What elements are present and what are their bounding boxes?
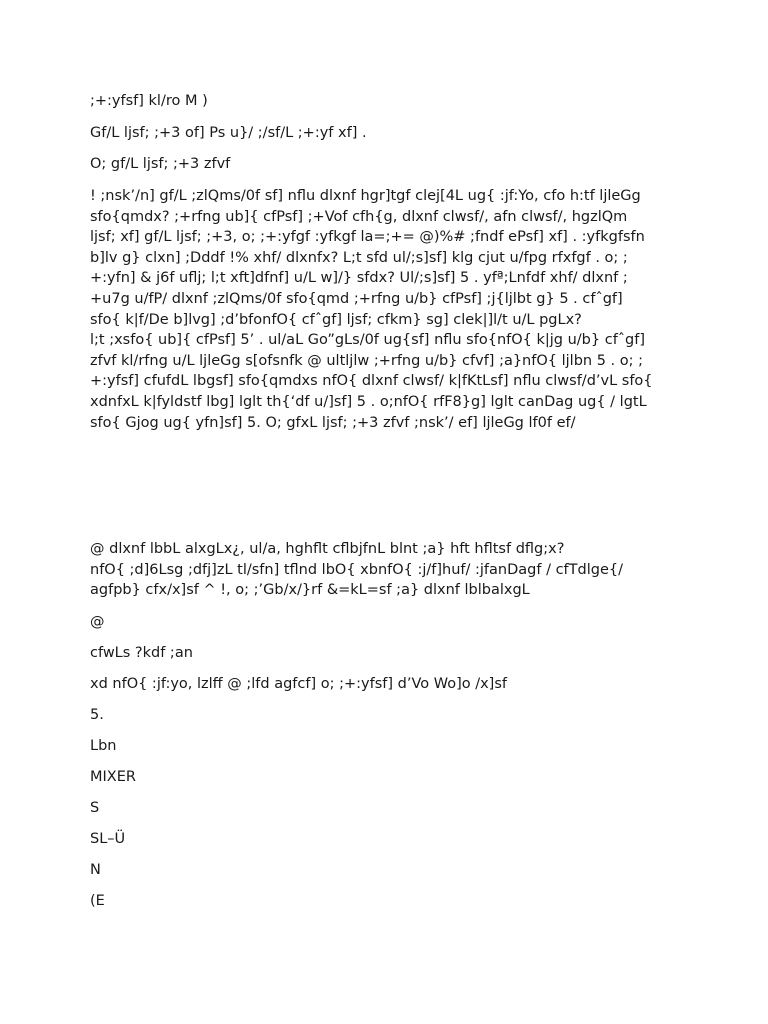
document-page [90, 0, 690, 1024]
fragment-lbn: Lbn [90, 738, 117, 754]
fragment-number: 5. [90, 707, 104, 723]
heading-organization: ;+:yfsf] kl/ro M ) [90, 93, 208, 109]
paragraph-body-1: ! ;nsk’/n] gf/L ;zlQms/0f sf] nflu dlxnf hgr]tgf clej[4L ug{ :jf:Yo, cfo h:tf ljleGg sfo{qmdx? ;+rfng ub]{ cfPsf] ;+Vof cfh{g, dlxnf clwsf/, afn clwsf/, hgzlQm ljsf; xf] gf/L ljsf; ;+3, o; ;+:yfgf :yfkgf la=;+= @)%# ;fndf ePsf] xf] . :yfkgfsfn b]lv g} clxn] ;Dddf !% xhf/ dlxnfx? L;t sfd ul/;s]sf] klg cjut u/fpg rfxfgf . o; ; +:yfn] & j6f uflj; l;t xft]dfnf] u/L w]/} sfdx? Ul/;s]sf] 5 . yfª;Lnfdf xhf/ dlxnf ; +u7g u/fP/ dlxnf ;zlQms/0f sfo{qmd ;+rfng u/b} cfPsf] ;j{ljlbt g} 5 . cfˆgf] sfo{ k|f/De b]lvg] ;d’bfonfO{ cfˆgf] ljsf; cfkm} sg] clek|]l/t u/L pgLx? l;t ;xsfo{ ub]{ cfPsf] 5’ . ul/aL Go”gLs/0f ug{sf] nflu sfo{nfO{ k|jg u/b} cfˆgf] zfvf kl/rfng u/L ljleGg s[ofsnfk @ ultljlw ;+rfng u/b} cfvf] ;a}nfO{ ljlbn 5 . o; ; +:yfsf] cfufdL lbgsf] sfo{qmdxs nfO{ dlxnf clwsf/ k|fKtLsf] nflu clwsf/d’vL sfo{ xdnfxL k|fyldstf lbg] lglt th{‘df u/]sf] 5 . o;nfO{ rfF8}g] lglt canDag ug{ / lgtL sfo{ Gjog ug{ yfn]sf] 5. O; gfxL ljsf; ;+3 zfvf ;nsk’/ ef] ljleGg lf0f ef/ [90, 188, 653, 431]
fragment-at: @ [90, 614, 105, 630]
fragment-line-2: xd nfO{ :jf:yo, lzlff @ ;lfd agfcf] o; ;+:yfsf] d’Vo Wo]o /x]sf [90, 676, 508, 692]
fragment-sl: SL–Ü [90, 831, 126, 847]
fragment-mixer: MIXER [90, 769, 136, 785]
fragment-s: S [90, 800, 100, 816]
paragraph-body-2: @ dlxnf lbbL alxgLx¿, ul/a, hghflt cflbjfnL blnt ;a} hft hfltsf dflg;x? nfO{ ;d]6Lsg ;dfj]zL tl/sfn] tflnd lbO{ xbnfO{ :j/f]huf/ :jfanDagf / cfTdlge{/ agfpb} cfx/x]sf ^ !, o; ;’Gb/x/}rf &=kL=sf ;a} dlxnf lblbalxgL [90, 541, 623, 599]
fragment-n: N [90, 862, 101, 878]
fragment-e: (E [90, 893, 105, 909]
paragraph-branch: O; gf/L ljsf; ;+3 zfvf [90, 156, 231, 172]
paragraph-intro: Gf/L ljsf; ;+3 of] Ps u}/ ;/sf/L ;+:yf xf] . [90, 125, 367, 141]
fragment-line-1: cfwLs ?kdf ;an [90, 645, 193, 661]
